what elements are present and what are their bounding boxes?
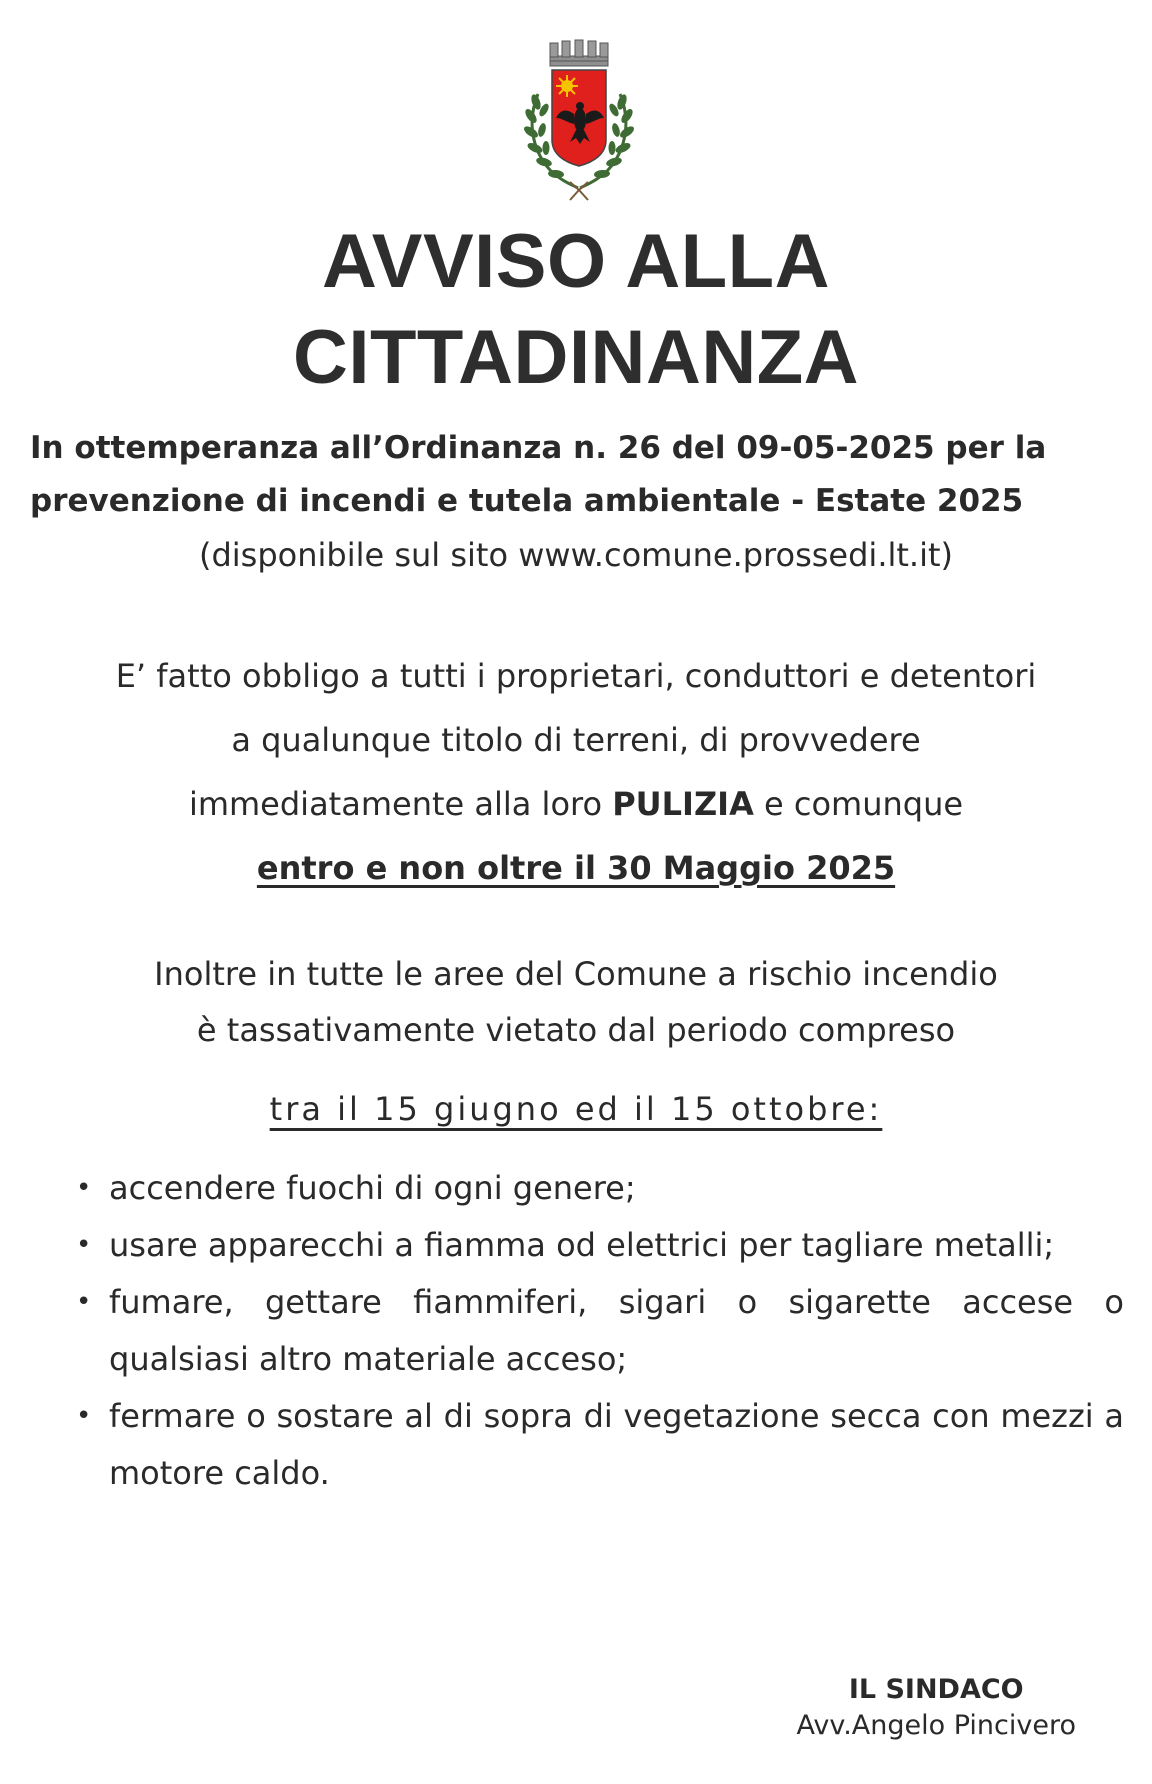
list-item-text: usare apparecchi a fiamma od elettrici per tagliare metalli; — [109, 1226, 1055, 1264]
bullet-icon: • — [76, 1401, 92, 1431]
title-line-1: AVVISO ALLA — [322, 219, 830, 304]
prohibited-activities-list — [72, 1160, 1124, 1502]
obligation-line-3-after: e comunque — [753, 785, 964, 823]
obligation-line-3-before: immediatamente alla loro — [188, 785, 613, 823]
obligation-line-1: E’ fatto obbligo a tutti i proprietari, conduttori e detentori — [115, 657, 1037, 695]
list-item-text: fumare, gettare fiammiferi, sigari o sigarette accese o qualsiasi altro materiale acceso; — [109, 1283, 1124, 1378]
cleaning-keyword: PULIZIA — [612, 785, 754, 823]
site-note: (disponibile sul sito www.comune.prossedi.lt.it) — [198, 536, 954, 574]
list-item-text: accendere fuochi di ogni genere; — [109, 1169, 636, 1207]
ribbon-icon — [570, 182, 588, 200]
prohibition-paragraph — [0, 946, 1152, 1058]
shield-icon — [552, 70, 606, 166]
title-line-2: CITTADINANZA — [292, 315, 860, 400]
deadline-text: entro e non oltre il 30 Maggio 2025 — [256, 849, 896, 887]
intro-line-1: In ottemperanza all’Ordinanza n. 26 del 09-05-2025 per la — [30, 430, 1047, 466]
signature-name: Avv.Angelo Pincivero — [796, 1710, 1076, 1741]
list-item — [72, 1274, 1124, 1388]
list-item — [72, 1160, 1124, 1217]
list-item — [72, 1217, 1124, 1274]
crown-icon — [550, 40, 608, 66]
signature-block — [796, 1672, 1076, 1744]
obligation-paragraph — [0, 646, 1152, 902]
bullet-icon: • — [76, 1287, 92, 1317]
list-item — [72, 1388, 1124, 1502]
prohibition-line-1: Inoltre in tutte le aree del Comune a rischio incendio — [154, 955, 998, 993]
bullet-icon: • — [76, 1173, 92, 1203]
intro-line-2: prevenzione di incendi e tutela ambientale - Estate 2025 — [30, 483, 1024, 519]
sun-icon — [556, 75, 578, 97]
page-title — [0, 214, 1152, 406]
coat-of-arms-icon — [520, 38, 638, 202]
prohibition-period: tra il 15 giugno ed il 15 ottobre: — [269, 1090, 883, 1128]
obligation-line-3 — [0, 774, 1152, 838]
list-item-text: fermare o sostare al di sopra di vegetazione secca con mezzi a motore caldo. — [109, 1397, 1124, 1492]
signature-role: IL SINDACO — [848, 1674, 1024, 1705]
obligation-line-2: a qualunque titolo di terreni, di provvedere — [231, 721, 921, 759]
prohibition-line-2: è tassativamente vietato dal periodo compreso — [196, 1011, 956, 1049]
bullet-icon: • — [76, 1230, 92, 1260]
